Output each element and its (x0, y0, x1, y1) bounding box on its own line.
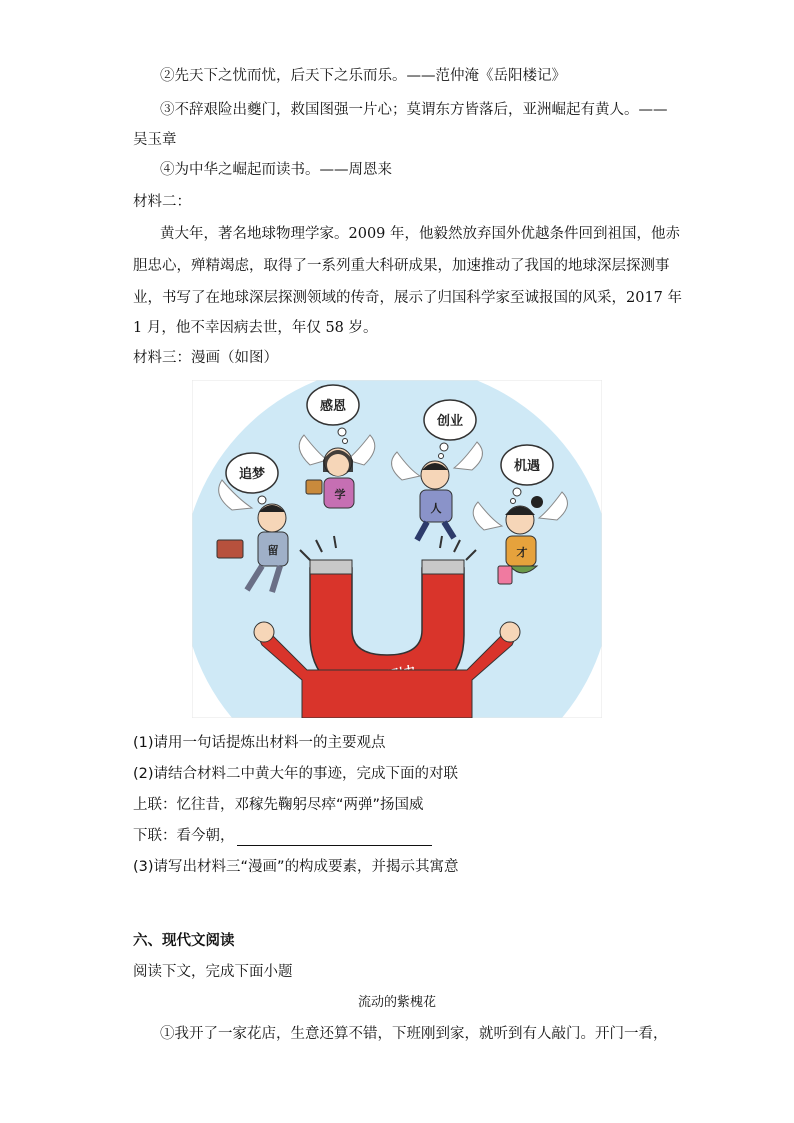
bubble-zhuimeng-text: 追梦 (238, 467, 266, 482)
bubble-chuangye-text: 创业 (436, 414, 464, 429)
figure-xue-char: 学 (334, 488, 346, 501)
couplet-answer-blank[interactable] (237, 830, 432, 846)
figure-cai-char: 才 (516, 546, 528, 559)
article-first-line: ①我开了一家花店，生意还算不错，下班刚到家，就听到有人敲门。开门一看， (160, 1026, 668, 1042)
material-two-line-1: 黄大年，著名地球物理学家。2009 年，他毅然放弃国外优越条件回到祖国，他赤 (160, 226, 681, 242)
question-2: (2)请结合材料二中黄大年的事迹，完成下面的对联 (133, 766, 459, 782)
figure-liu-char: 留 (267, 544, 279, 557)
bubble-ganen-text: 感恩 (319, 399, 347, 414)
material-two-line-3: 业，书写了在地球深层探测领域的传奇，展示了归国科学家至诚报国的风采，2017 年 (133, 290, 683, 306)
section-six-heading: 六、现代文阅读 (133, 933, 235, 949)
quote-2: ②先天下之忧而忧，后天下之乐而乐。——范仲淹《岳阳楼记》 (160, 68, 566, 84)
quote-4: ④为中华之崛起而读书。——周恩来 (160, 162, 392, 178)
section-six-instruction: 阅读下文，完成下面小题 (133, 964, 293, 980)
question-1: (1)请用一句话提炼出材料一的主要观点 (133, 735, 386, 751)
bubble-jiyu-text: 机遇 (513, 459, 541, 474)
article-title: 流动的紫槐花 (357, 995, 436, 1010)
material-two-heading: 材料二： (133, 194, 191, 210)
quote-3-line-1: ③不辞艰险出夔门，救国图强一片心；莫谓东方皆落后，亚洲崛起有黄人。—— (160, 102, 668, 118)
question-3: (3)请写出材料三“漫画”的构成要素，并揭示其寓意 (133, 859, 459, 875)
figure-ren-char: 人 (430, 502, 442, 515)
couplet-upper: 上联：忆往昔，邓稼先鞠躬尽瘁“两弹”扬国威 (133, 797, 424, 813)
quote-3-line-2: 吴玉章 (133, 132, 177, 148)
material-two-line-2: 胆忠心，殚精竭虑，取得了一系列重大科研成果，加速推动了我国的地球深层探测事 (133, 258, 670, 274)
couplet-lower-row (133, 826, 661, 846)
material-two-line-4: 1 月，他不幸因病去世，年仅 58 岁。 (133, 320, 378, 336)
cartoon-illustration (192, 380, 602, 718)
material-three-heading: 材料三：漫画（如图） (133, 350, 278, 366)
couplet-lower: 下联：看今朝， (133, 828, 235, 844)
